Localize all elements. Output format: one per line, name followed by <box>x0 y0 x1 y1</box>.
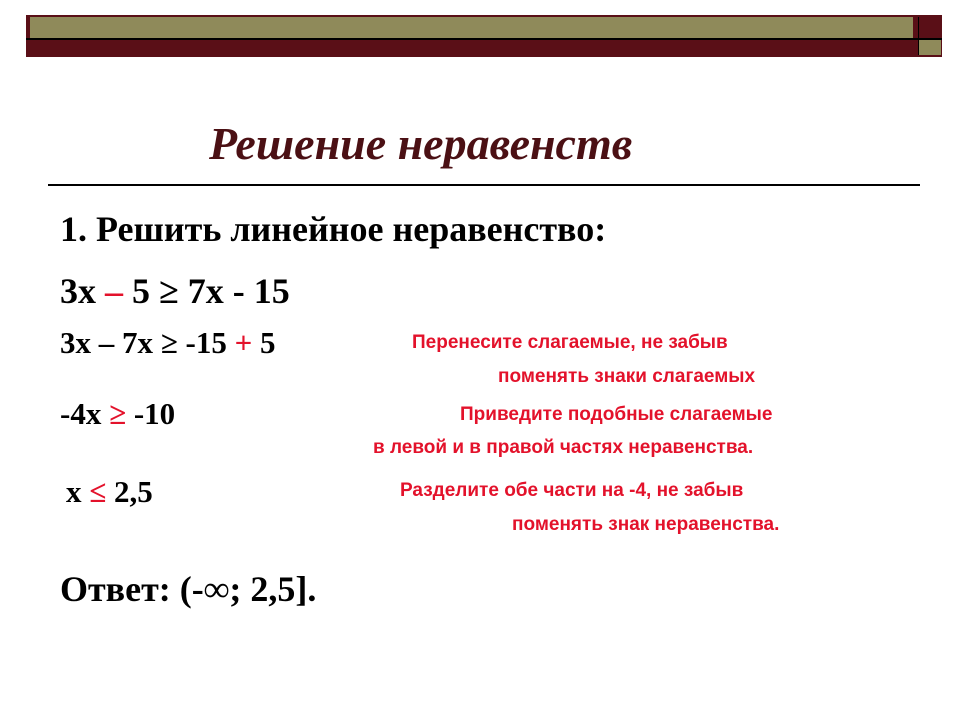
line4-part-c: 2,5 <box>106 474 153 509</box>
line2-plus: + <box>234 325 253 360</box>
slide-title: Решение неравенств <box>209 118 633 169</box>
note-2-line-b: в левой и в правой частях неравенства. <box>373 437 754 458</box>
note-3-line-b: поменять знак неравенства. <box>512 514 780 535</box>
inequality-line-3 <box>60 396 175 432</box>
note-3-line-a: Разделите обе части на -4, не забыв <box>400 480 744 501</box>
header-square-top <box>918 17 941 38</box>
line1-minus: – <box>105 271 123 311</box>
title-divider <box>48 184 920 186</box>
inequality-line-1 <box>60 270 290 312</box>
task-text: 1. Решить линейное неравенство: <box>60 209 607 249</box>
line1-part-a: 3х <box>60 271 105 311</box>
note-1-line-b: поменять знаки слагаемых <box>498 366 756 387</box>
note-2-line-a: Приведите подобные слагаемые <box>460 404 773 425</box>
line1-part-c: 5 ≥ 7х - 15 <box>123 271 290 311</box>
inequality-line-2 <box>60 325 276 361</box>
line4-part-a: х <box>66 474 90 509</box>
line3-sign: ≥ <box>109 396 127 431</box>
line2-part-a: 3х – 7х ≥ -15 <box>60 325 235 360</box>
line2-part-c: 5 <box>252 325 276 360</box>
answer-text: Ответ: (-∞; 2,5]. <box>60 569 317 609</box>
note-1-line-a: Перенесите слагаемые, не забыв <box>412 332 728 353</box>
inequality-line-4 <box>66 474 153 510</box>
line3-part-c: -10 <box>126 396 176 431</box>
header-bar-line <box>26 38 942 40</box>
line4-sign: ≤ <box>89 474 107 509</box>
line3-part-a: -4х <box>60 396 110 431</box>
header-bar-olive <box>30 17 913 38</box>
header-square-bottom <box>918 40 941 55</box>
